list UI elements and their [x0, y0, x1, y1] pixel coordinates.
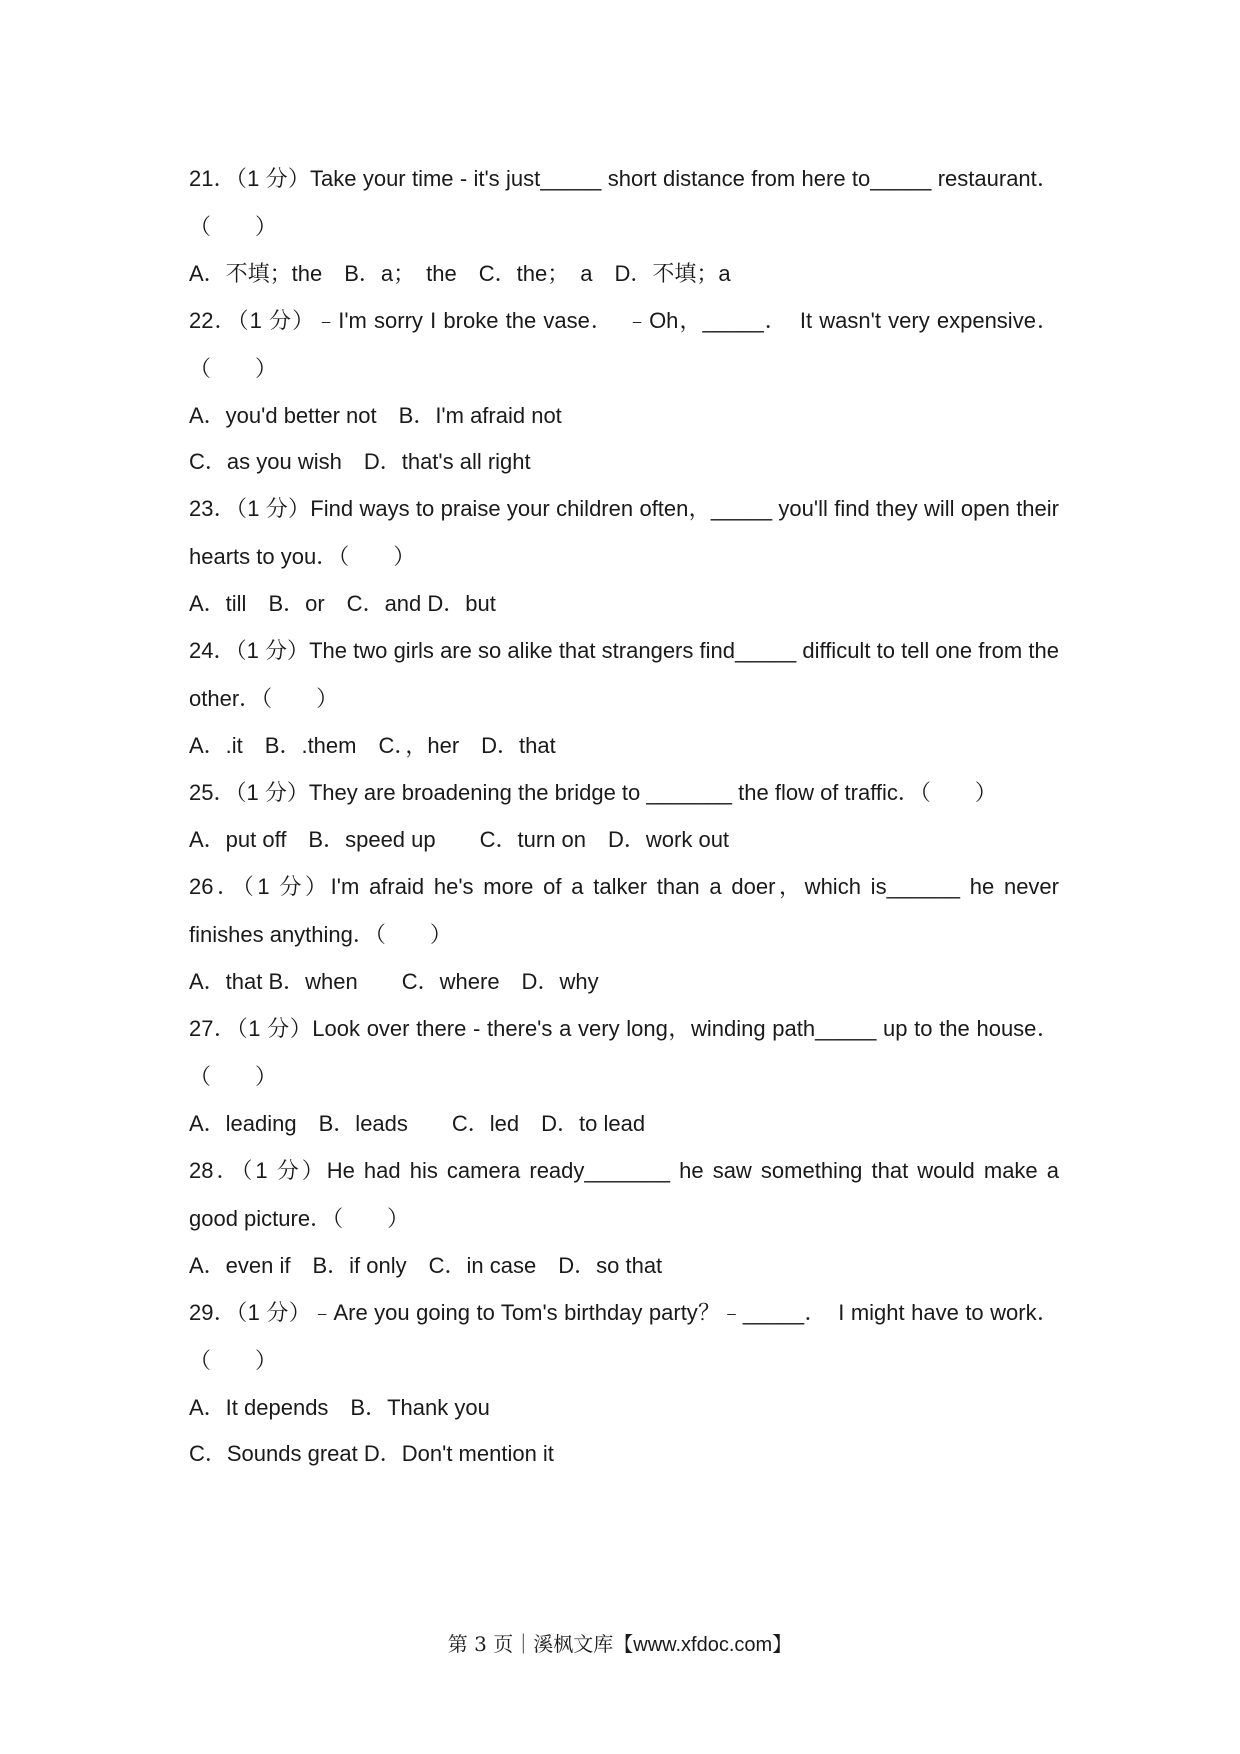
- question-stem: 24．（1 分）The two girls are so alike that strangers find_____ difficult to tell one from the other．（ ）: [189, 638, 1059, 711]
- question-options: A．不填；the B．a； the C．the； a D．不填；a: [189, 261, 731, 286]
- footer-page-label: 第 3 页｜溪枫文库: [447, 1632, 614, 1656]
- question-stem: 25．（1 分）They are broadening the bridge to _______ the flow of traffic．（ ）: [189, 780, 997, 805]
- question-stem: 29．（1 分）﹣Are you going to Tom's birthday party？﹣_____． I might have to work．（ ）: [189, 1300, 1059, 1373]
- question-25: [189, 769, 1059, 863]
- question-28: [189, 1147, 1059, 1289]
- question-options: A．.it B．.them C．，her D．that: [189, 733, 556, 758]
- question-options: A．you'd better not B．I'm afraid not: [189, 403, 562, 428]
- question-list: [189, 155, 1059, 1477]
- question-options: A．It depends B．Thank you: [189, 1395, 490, 1420]
- question-24: [189, 627, 1059, 769]
- question-stem: 23．（1 分）Find ways to praise your children often，_____ you'll find they will open their hearts to you．（ ）: [189, 496, 1059, 569]
- question-stem: 28．（1 分）He had his camera ready_______ he saw something that would make a good picture．（ ）: [189, 1158, 1059, 1231]
- question-options: C．as you wish D．that's all right: [189, 449, 531, 474]
- question-stem: 26．（1 分）I'm afraid he's more of a talker than a doer，which is______ he never finishes anything．（ ）: [189, 874, 1059, 947]
- question-22: [189, 297, 1059, 485]
- question-options: A．put off B．speed up C．turn on D．work out: [189, 827, 730, 852]
- question-27: [189, 1005, 1059, 1147]
- question-options: A．that B．when C．where D．why: [189, 969, 599, 994]
- question-26: [189, 863, 1059, 1005]
- question-stem: 21．（1 分）Take your time - it's just_____ short distance from here to_____ restaurant．（ ）: [189, 166, 1059, 239]
- question-options: A．leading B．leads C．led D．to lead: [189, 1111, 646, 1136]
- question-options: C．Sounds great D．Don't mention it: [189, 1441, 554, 1466]
- question-options: A．even if B．if only C．in case D．so that: [189, 1253, 663, 1278]
- question-stem: 27．（1 分）Look over there - there's a very long，winding path_____ up to the house．（ ）: [189, 1016, 1059, 1089]
- question-23: [189, 485, 1059, 627]
- question-21: [189, 155, 1059, 297]
- question-29: [189, 1289, 1059, 1477]
- page-footer: [0, 1628, 1240, 1657]
- footer-site-link[interactable]: 【www.xfdoc.com】: [613, 1634, 793, 1656]
- question-stem: 22．（1 分）﹣I'm sorry I broke the vase． ﹣Oh，_____． It wasn't very expensive．（ ）: [189, 308, 1059, 381]
- question-options: A．till B．or C．and D．but: [189, 591, 496, 616]
